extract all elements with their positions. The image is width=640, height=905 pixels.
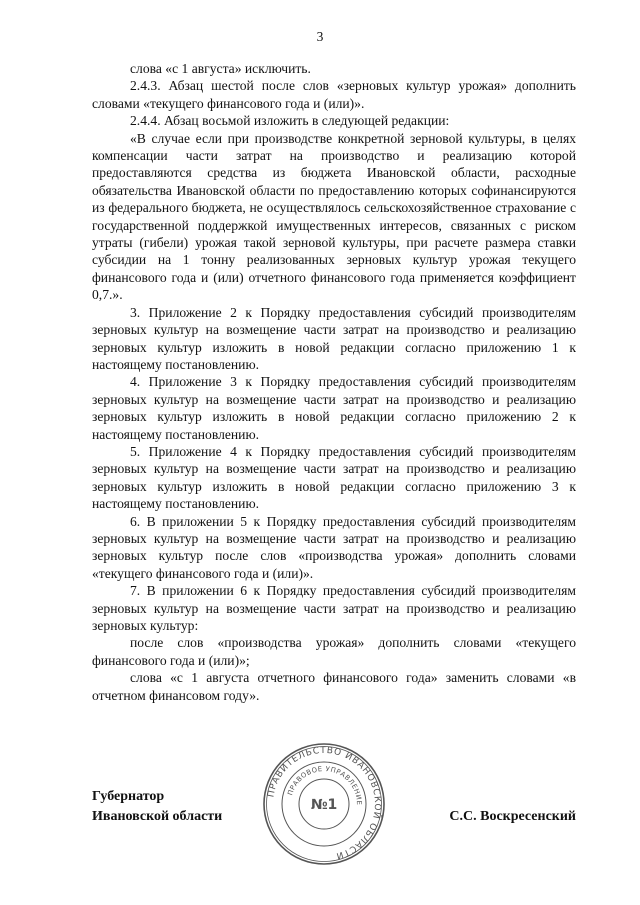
stamp-inner-text: ПРАВОВОЕ УПРАВЛЕНИЕ [286, 764, 364, 806]
stamp-number: №1 [310, 797, 338, 813]
document-body [92, 60, 576, 704]
paragraph: 5. Приложение 4 к Порядку предоставления субсидий производителям зерновых культур на возмещение части затрат на производство и реализацию зерновых культур изложить в новой редакции согласно приложению 3 к настоящему постановлению. [92, 443, 576, 512]
paragraph: 2.4.4. Абзац восьмой изложить в следующей редакции: [130, 113, 450, 129]
paragraph: 3. Приложение 2 к Порядку предоставления субсидий производителям зерновых культур на возмещение части затрат на производство и реализацию зерновых культур изложить в новой редакции согласно приложению 1 к настоящему постановлению. [92, 304, 576, 372]
paragraph: слова «с 1 августа» исключить. [130, 61, 311, 76]
paragraph: после слов «производства урожая» дополнить словами «текущего финансового года и (или)»; [92, 635, 576, 668]
official-stamp-icon [262, 742, 386, 866]
signatory-title-line2: Ивановской области [92, 809, 223, 824]
signatory-name: С.С. Воскресенский [449, 809, 576, 824]
paragraph: слова «с 1 августа отчетного финансового года» заменить словами «в отчетном финансовом году». [92, 670, 576, 703]
page-number: 3 [316, 29, 324, 44]
signatory-title-line1: Губернатор [92, 789, 165, 804]
paragraph: 4. Приложение 3 к Порядку предоставления субсидий производителям зерновых культур на возмещение части затрат на производство и реализацию зерновых культур изложить в новой редакции согласно приложению 2 к настоящему постановлению. [92, 374, 576, 442]
paragraph: 7. В приложении 6 к Порядку предоставления субсидий производителям зерновых культур на возмещение части затрат на производство и реализацию зерновых культур: [92, 583, 576, 633]
signatory-title [92, 787, 222, 827]
stamp-outer-text: ПРАВИТЕЛЬСТВО ИВАНОВСКОЙ ОБЛАСТИ [266, 745, 383, 861]
paragraph: 2.4.3. Абзац шестой после слов «зерновых культур урожая» дополнить словами «текущего финансового года и (или)». [92, 78, 576, 111]
paragraph: 6. В приложении 5 к Порядку предоставления субсидий производителям зерновых культур на возмещение части затрат на производство и реализацию зерновых культур после слов «производства урожая» дополнить словами «текущего финансового года и (или)». [92, 513, 576, 581]
paragraph: «В случае если при производстве конкретной зерновой культуры, в целях компенсации части затрат на производство и реализацию которой предоставляются средства из бюджета Ивановской области, расходные обязательства Ивановской области по предоставлению которых софинансируются из федерального бюджета, не осуществлялось сельскохозяйственное страхование с государственной поддержкой имущественных интересов, связанных с риском утраты (гибели) урожая такой зерновой культуры, при расчете размера ставки субсидии на 1 тонну реализованных зерновых культур урожая текущего финансового года и (или) отчетного финансового года применяется коэффициент 0,7.». [92, 130, 576, 303]
